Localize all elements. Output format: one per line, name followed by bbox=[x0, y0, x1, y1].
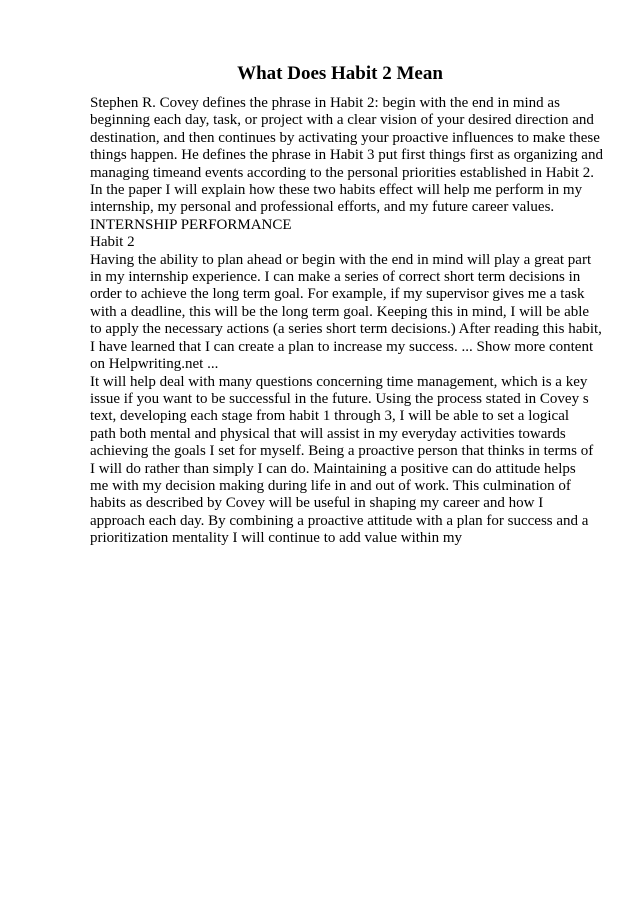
text-line: issue if you want to be successful in the future. Using the process stated in Covey s bbox=[90, 390, 589, 407]
text-line: I have learned that I can create a plan to increase my success. ... Show more content bbox=[90, 338, 594, 355]
document-body bbox=[90, 95, 603, 548]
text-line: managing timeand events according to the personal priorities established in Habit 2. bbox=[90, 164, 595, 181]
text-line: in my internship experience. I can make a series of correct short term decisions in bbox=[90, 269, 581, 286]
text-line: beginning each day, task, or project with a clear vision of your desired direction and bbox=[90, 112, 594, 129]
text-line: achieving the goals I set for myself. Being a proactive person that thinks in terms of bbox=[90, 443, 594, 460]
text-line: Having the ability to plan ahead or begin with the end in mind will play a great part bbox=[90, 251, 592, 268]
text-line: habits as described by Covey will be useful in shaping my career and how I bbox=[90, 495, 544, 512]
text-line: It will help deal with many questions concerning time management, which is a key bbox=[90, 373, 588, 390]
subsection-heading: Habit 2 bbox=[90, 234, 135, 251]
text-line: with a deadline, this will be the long term goal. Keeping this in mind, I will be able bbox=[90, 303, 590, 320]
section-heading: INTERNSHIP PERFORMANCE bbox=[90, 216, 292, 233]
text-line: path both mental and physical that will assist in my everyday activities towards bbox=[90, 425, 566, 442]
text-line: In the paper I will explain how these two habits effect will help me perform in my bbox=[90, 182, 583, 199]
text-line: me with my decision making during life in and out of work. This culmination of bbox=[90, 477, 571, 494]
text-line: approach each day. By combining a proactive attitude with a plan for success and a bbox=[90, 512, 589, 529]
text-line: destination, and then continues by activating your proactive influences to make these bbox=[90, 129, 600, 146]
text-line: text, developing each stage from habit 1 through 3, I will be able to set a logical bbox=[90, 408, 570, 425]
text-line: things happen. He defines the phrase in Habit 3 put first things first as organizing and bbox=[90, 147, 603, 164]
text-line: on Helpwriting.net ... bbox=[90, 356, 219, 373]
text-line: Stephen R. Covey defines the phrase in Habit 2: begin with the end in mind as bbox=[90, 95, 560, 111]
text-line: internship, my personal and professional efforts, and my future career values. bbox=[90, 199, 555, 216]
text-line: prioritization mentality I will continue to add value within my bbox=[90, 530, 463, 547]
document-title: What Does Habit 2 Mean bbox=[237, 63, 443, 84]
text-line: to apply the necessary actions (a series short term decisions.) After reading this habit, bbox=[90, 321, 602, 338]
text-line: I will do rather than simply I can do. Maintaining a positive can do attitude helps bbox=[90, 460, 576, 477]
text-line: order to achieve the long term goal. For example, if my supervisor gives me a task bbox=[90, 286, 585, 303]
